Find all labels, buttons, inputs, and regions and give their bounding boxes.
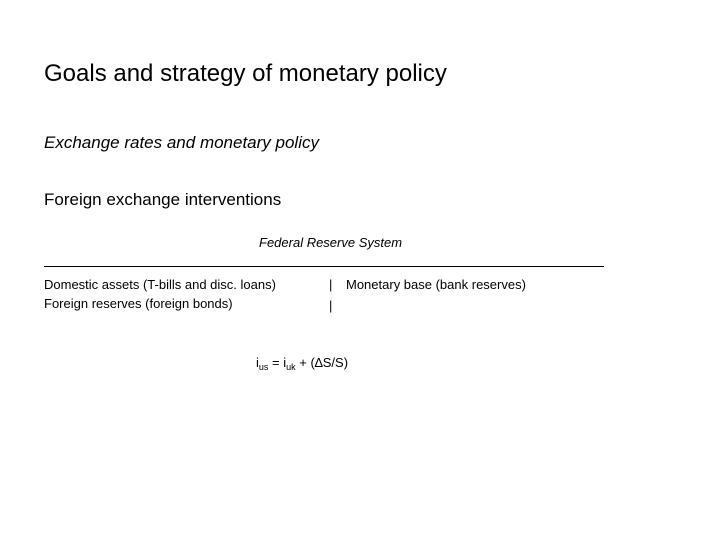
equation-rhs-base: i <box>283 355 287 370</box>
balance-sheet-divider-line <box>44 266 604 267</box>
liability-monetary-base: Monetary base (bank reserves) <box>346 277 526 292</box>
equation-equals: = <box>268 355 284 370</box>
equation-lhs-base: i <box>256 355 259 370</box>
equation-rhs-subscript: uk <box>286 362 296 372</box>
column-divider: | <box>329 298 333 313</box>
asset-foreign-reserves: Foreign reserves (foreign bonds) <box>44 296 233 311</box>
slide-title: Goals and strategy of monetary policy <box>44 60 447 87</box>
equation-rhs-tail: + (∆S/S) <box>295 355 349 370</box>
section-heading: Foreign exchange interventions <box>44 190 282 209</box>
slide-subtitle: Exchange rates and monetary policy <box>44 133 319 152</box>
balance-sheet-title: Federal Reserve System <box>259 235 403 250</box>
asset-domestic-assets: Domestic assets (T-bills and disc. loans) <box>44 277 276 292</box>
column-divider: | <box>329 277 333 292</box>
equation-lhs-subscript: us <box>258 362 269 372</box>
interest-parity-equation <box>256 355 348 372</box>
